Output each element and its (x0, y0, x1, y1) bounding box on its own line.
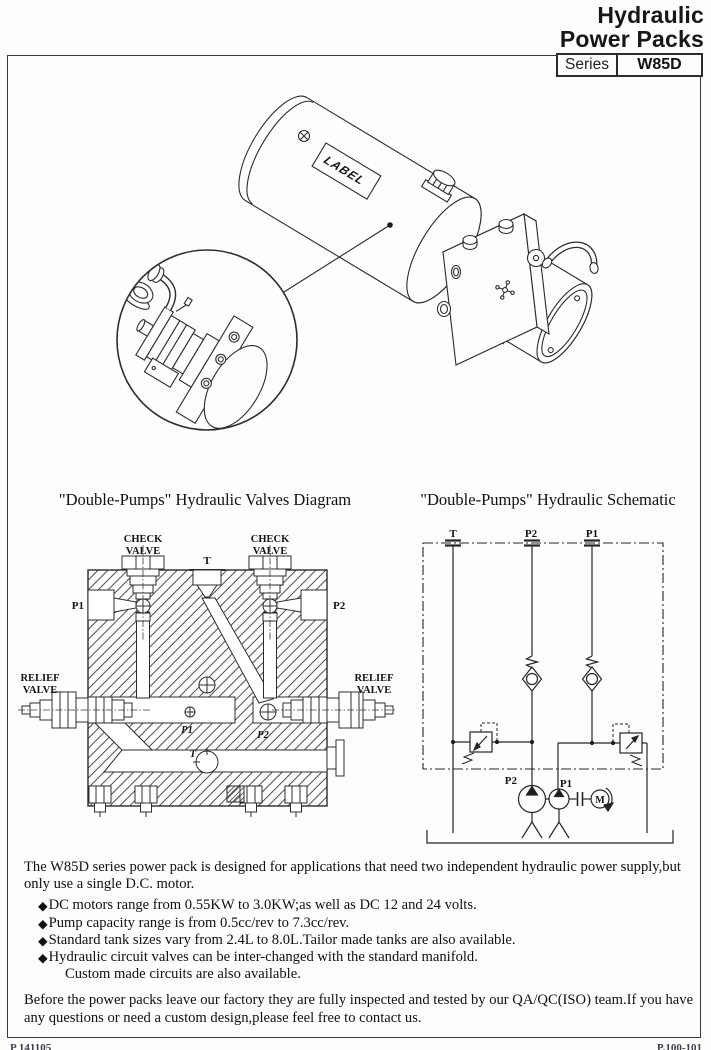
valves-diagram (18, 534, 397, 817)
diamond-bullet-icon: ◆ (38, 898, 48, 914)
p2-port-label: P2 (333, 600, 346, 612)
pump-p2-label: P2 (504, 775, 517, 787)
hydraulic-schematic (423, 528, 673, 843)
list-item-text: DC motors range from 0.55KW to 3.0KW;as well as DC 12 and 24 volts. (48, 897, 477, 914)
title-line-1: Hydraulic (597, 2, 704, 28)
schematic-title: "Double-Pumps" Hydraulic Schematic (420, 490, 676, 509)
relief-valve-label: RELIEF (354, 673, 394, 684)
relief-valve-label: VALVE (356, 685, 392, 696)
detail-callout (85, 250, 297, 444)
valves-diagram-title: "Double-Pumps" Hydraulic Valves Diagram (58, 490, 352, 509)
inner-t-label: T (189, 749, 196, 760)
tank-plug-icon (299, 131, 310, 142)
relief-valve-label: VALVE (22, 685, 58, 696)
diamond-bullet-icon: ◆ (38, 950, 48, 966)
list-item (38, 949, 694, 966)
closing-paragraph: Before the power packs leave our factory they are fully inspected and tested by our QA/QC(ISO) team.If you have any questions or need a custom design,please feel free to contact us. (24, 992, 694, 1026)
list-item-text: Hydraulic circuit valves can be inter-changed with the standard manifold. (48, 949, 478, 966)
list-item (38, 915, 694, 932)
list-item-text: Standard tank sizes vary from 2.4L to 8.0L.Tailor made tanks are also available. (48, 931, 516, 948)
power-pack-drawing (85, 85, 603, 444)
footer-right: P.100-101 (656, 1042, 702, 1050)
footer-left: P 141105 (10, 1042, 52, 1050)
feature-list (38, 897, 694, 983)
description-block (24, 859, 694, 1027)
inner-p1-label: P1 (181, 725, 193, 736)
p1-port-label: P1 (71, 600, 84, 612)
diamond-bullet-icon: ◆ (38, 915, 48, 931)
pump-p2-symbol (519, 786, 546, 813)
series-label: Series (558, 55, 618, 75)
tank-label-text: LABEL (320, 153, 369, 188)
schematic-t-label: T (449, 528, 457, 540)
motor-label: M (595, 795, 605, 806)
list-item (38, 897, 694, 914)
inner-p2-label: P2 (257, 730, 269, 741)
title-line-2: Power Packs (559, 26, 704, 52)
callout-point (387, 222, 393, 228)
schematic-p1-label: P1 (585, 528, 599, 540)
schematic-p2-label: P2 (524, 528, 538, 540)
series-value: W85D (637, 56, 682, 73)
check-valve-label: VALVE (252, 546, 288, 557)
list-item (38, 932, 694, 949)
hex-plug-icon (499, 220, 513, 234)
relief-valve-label: RELIEF (20, 673, 60, 684)
list-item-text: Pump capacity range is from 0.5cc/rev to 7.3cc/rev. (48, 914, 350, 931)
diamond-bullet-icon: ◆ (38, 932, 48, 948)
bottom-outlet-port (327, 740, 344, 776)
intro-paragraph: The W85D series power pack is designed for applications that need two independent hydraulic power supply,but only use a single D.C. motor. (24, 859, 681, 893)
hex-plug-icon (463, 236, 477, 250)
pump-p1-label: P1 (559, 778, 573, 790)
t-port-label: T (203, 555, 211, 567)
pump-p1-symbol (549, 789, 569, 809)
check-valve-label: CHECK (250, 534, 290, 545)
check-valve-label: VALVE (125, 546, 161, 557)
check-valve-label: CHECK (123, 534, 163, 545)
list-item-continuation: Custom made circuits are also available. (65, 966, 301, 983)
